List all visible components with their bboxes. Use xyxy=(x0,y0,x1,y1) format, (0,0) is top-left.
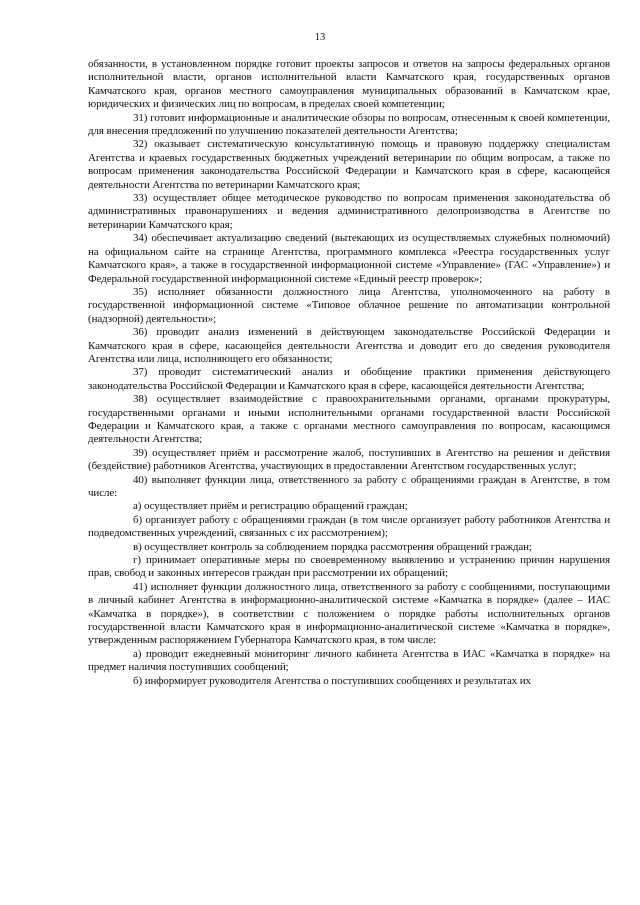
subitem-40-a: а) осуществляет приём и регистрацию обращений граждан; xyxy=(133,500,408,513)
paragraph-item-34: 34) обеспечивает актуализацию сведений (вытекающих из осуществляемых служебных полномочий) на официальном сайте на странице Агентства, программного комплекса «Реестра государственных услуг Камчатского края», а также в государственной информационной системе «Управление» (ГАС «Управление») и Федеральной государственной информационной системе «Единый реестр проверок»; xyxy=(88,232,610,285)
paragraph-item-33: 33) осуществляет общее методическое руководство по вопросам применения законодательства об административных правонарушениях и ведения административного делопроизводства в Агентстве по ветеринарии Камчатского края; xyxy=(88,192,610,231)
subitem-40-b: б) организует работу с обращениями граждан (в том числе организует работу работников Агентства и подведомственных учреждений, связанных с их рассмотрением); xyxy=(88,513,610,540)
paragraph-continuation: обязанности, в установленном порядке готовит проекты запросов и ответов на запросы федеральных органов исполнительной власти, органов исполнительной власти Камчатского края, государственных органов Камчатского края, органов местного самоуправления муниципальных образований в Камчатском крае, юридических и физических лиц по вопросам, в пределах своей компетенции; xyxy=(88,58,610,111)
paragraph-item-39: 39) осуществляет приём и рассмотрение жалоб, поступивших в Агентство на решения и действия (бездействие) работников Агентства, участвующих в предоставлении Агентством государственных услуг; xyxy=(88,446,610,473)
paragraph-item-32: 32) оказывает систематическую консультативную помощь и правовую поддержку специалистам Агентства и краевых государственных бюджетных учреждений ветеринарии по общим вопросам, а также по вопросам применения законодательства Российской Федерации и Камчатского края в сфере, касающейся деятельности Агентства по ветеринарии Камчатского края; xyxy=(88,138,610,191)
document-body xyxy=(88,58,610,688)
subitem-41-b: б) информирует руководителя Агентства о поступивших сообщениях и результатах их xyxy=(133,674,531,687)
paragraph-item-41: 41) исполняет функции должностного лица, ответственного за работу с сообщениями, поступающими в личный кабинет Агентства в информационно-аналитической системе «Камчатка в порядке» (далее – ИАС «Камчатка в порядке»), в соответствии с положением о порядке работы исполнительных органов государственной власти Камчатского края в информационно-аналитической системе «Камчатка в порядке», утвержденным распоряжением Губернатора Камчатского края, в том числе: xyxy=(88,580,610,647)
paragraph-item-38: 38) осуществляет взаимодействие с правоохранительными органами, органами прокуратуры, государственными органами и иными исполнительными органами государственной власти Российской Федерации и Камчатского края, а также с органами местного самоуправления по вопросам, касающимся деятельности Агентства; xyxy=(88,393,610,446)
paragraph-item-36: 36) проводит анализ изменений в действующем законодательстве Российской Федерации и Камчатского края в сфере, касающейся деятельности Агентства и доводит его до сведения руководителя Агентства или лица, исполняющего его обязанности; xyxy=(88,326,610,365)
paragraph-item-40: 40) выполняет функции лица, ответственного за работу с обращениями граждан в Агентстве, в том числе: xyxy=(88,473,610,499)
paragraph-item-35: 35) исполняет обязанности должностного лица Агентства, уполномоченного на работу в государственной информационной системе «Типовое облачное решение по автоматизации контрольной (надзорной) деятельности»; xyxy=(88,285,610,325)
paragraph-item-37: 37) проводит систематический анализ и обобщение практики применения действующего законодательства Российской Федерации и Камчатского края в сфере, касающейся деятельности Агентства; xyxy=(88,366,610,392)
subitem-41-a: а) проводит ежедневный мониторинг личного кабинета Агентства в ИАС «Камчатка в порядке» на предмет наличия поступивших сообщений; xyxy=(88,647,610,674)
subitem-40-v: в) осуществляет контроль за соблюдением порядка рассмотрения обращений граждан; xyxy=(133,540,532,553)
page-number: 13 xyxy=(314,32,326,43)
subitem-40-g: г) принимает оперативные меры по своевременному выявлению и устранению причин нарушения прав, свобод и законных интересов граждан при рассмотрении их обращений; xyxy=(88,554,610,580)
paragraph-item-31: 31) готовит информационные и аналитические обзоры по вопросам, отнесенным к своей компетенции, для внесения предложений по улучшению показателей деятельности Агентства; xyxy=(88,111,610,138)
